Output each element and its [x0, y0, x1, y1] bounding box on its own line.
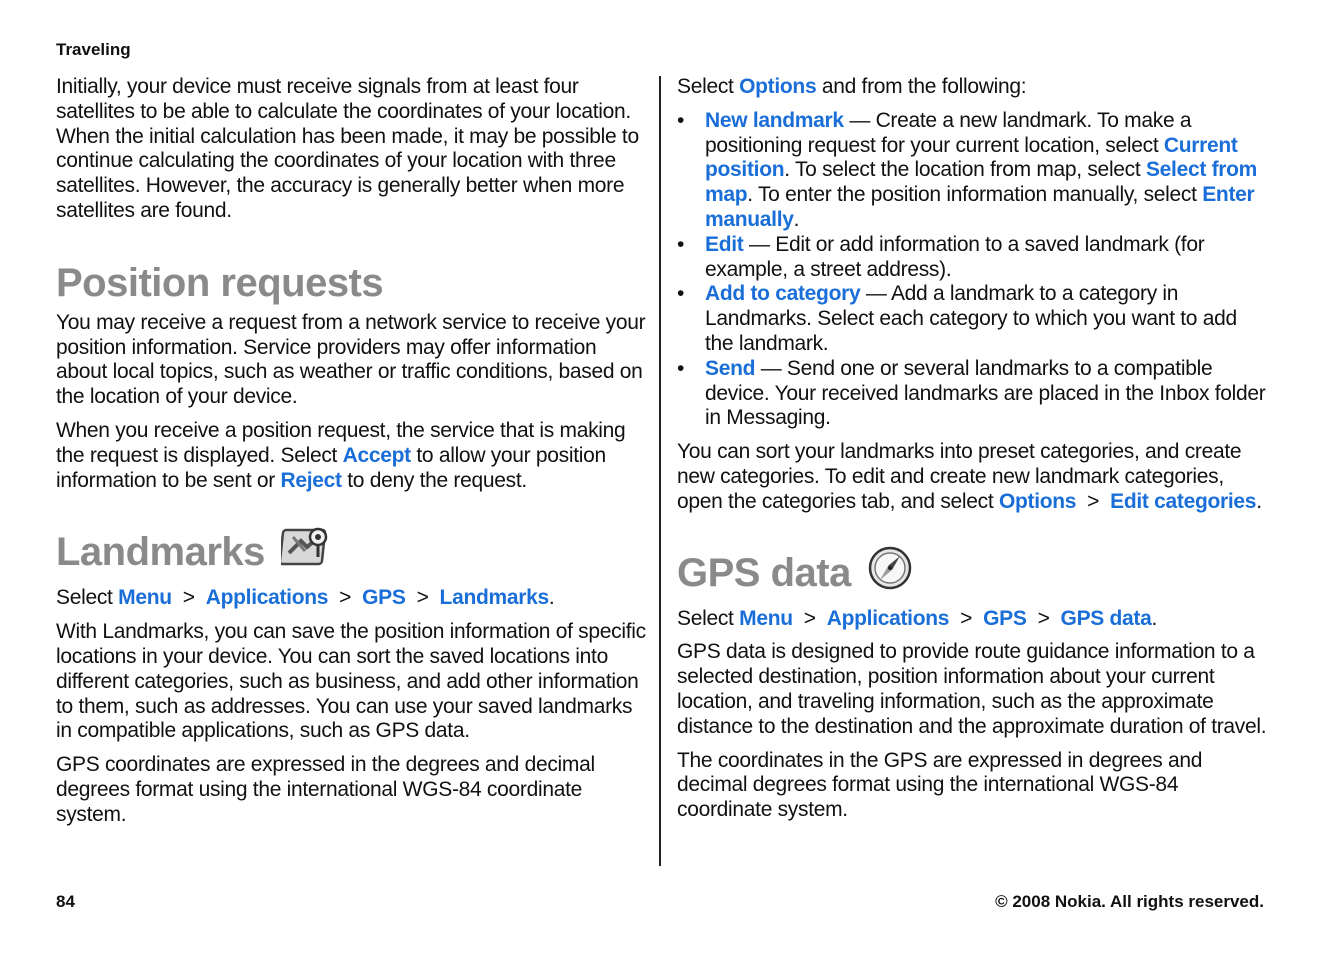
- gps-data-p1: GPS data is designed to provide route guidance information to a selected destination, position information about your current location, and traveling information, such as the approximate distance to the destination and the approximate duration of travel.: [677, 640, 1267, 738]
- list-item: • Edit — Edit or add information to a saved landmark (for example, a street address).: [677, 232, 1205, 281]
- landmarks-map-icon: [281, 523, 331, 580]
- position-requests-heading: Position requests: [56, 260, 384, 305]
- edit-categories-link: Edit categories: [1110, 489, 1257, 513]
- gps-link: GPS: [362, 586, 406, 610]
- options-list: [677, 109, 1269, 431]
- current-position-link: Current position: [705, 133, 1238, 182]
- left-column: [56, 75, 648, 837]
- position-requests-p1: You may receive a request from a network service to receive your position information. Service providers may offer information about local topics, such as weather or traffic conditions, based on the location of your device.: [56, 310, 646, 409]
- applications-link: Applications: [205, 586, 329, 610]
- select-from-map-link: Select from map: [705, 158, 1258, 207]
- options-link: Options: [739, 75, 817, 98]
- menu-link: Menu: [739, 606, 793, 630]
- column-divider: [659, 76, 661, 866]
- options-intro: Select Options and from the following:: [677, 75, 1027, 98]
- section-header: Traveling: [56, 40, 131, 59]
- landmarks-p1: With Landmarks, you can save the position information of specific locations in your device. You can sort the saved locations into different categories, such as business, and add other information to them, such as addresses. You can use your saved landmarks in compatible applications, such as GPS data.: [56, 620, 646, 743]
- options-link: Options: [998, 489, 1077, 513]
- landmarks-menu-path: Select Menu > Applications > GPS > Landmarks.: [56, 586, 555, 610]
- right-column: [677, 75, 1269, 832]
- sort-paragraph: You can sort your landmarks into preset categories, and create new categories. To edit and create new landmark categories, open the categories tab, and select Options > Edit categories.: [677, 440, 1262, 513]
- gps-data-link: GPS data: [1060, 606, 1152, 630]
- list-item: • New landmark — Create a new landmark. To make a positioning request for your current location, select Current position. To select the location from map, select Select from map. To enter the position information manually, select Enter manually.: [677, 108, 1258, 231]
- list-item: • Add to category — Add a landmark to a category in Landmarks. Select each category to which you want to add the landmark.: [677, 282, 1237, 355]
- landmarks-p2: GPS coordinates are expressed in the degrees and decimal degrees format using the international WGS-84 coordinate system.: [56, 753, 595, 826]
- compass-icon: [867, 545, 913, 602]
- edit-link: Edit: [705, 232, 744, 256]
- list-item: • Send — Send one or several landmarks to a compatible device. Your received landmarks are placed in the Inbox folder in Messaging.: [677, 356, 1266, 430]
- send-link: Send: [705, 356, 756, 380]
- new-landmark-link: New landmark: [705, 108, 844, 132]
- gps-data-heading: GPS data: [677, 545, 1269, 602]
- enter-manually-link: Enter manually: [705, 183, 1255, 231]
- reject-link: Reject: [280, 468, 342, 492]
- gps-data-p2: The coordinates in the GPS are expressed in degrees and decimal degrees format using the international WGS-84 coordinate system.: [677, 748, 1203, 822]
- accept-link: Accept: [342, 443, 411, 467]
- copyright: © 2008 Nokia. All rights reserved.: [995, 892, 1264, 911]
- position-requests-p2: When you receive a position request, the service that is making the request is displayed. Select Accept to allow your position information to be sent or Reject to deny the request.: [56, 418, 626, 492]
- add-to-category-link: Add to category: [705, 282, 861, 306]
- applications-link: Applications: [826, 606, 950, 630]
- intro-paragraph: Initially, your device must receive signals from at least four satellites to be able to calculate the coordinates of your location. When the initial calculation has been made, it may be possible to continue calculating the coordinates of your location with three satellites. However, the accuracy is generally better when more satellites are found.: [56, 75, 639, 222]
- page-number: 84: [56, 892, 75, 911]
- gps-data-menu-path: Select Menu > Applications > GPS > GPS data.: [677, 606, 1158, 630]
- gps-link: GPS: [983, 606, 1027, 630]
- menu-link: Menu: [118, 586, 172, 610]
- landmarks-heading: Landmarks: [56, 523, 648, 580]
- landmarks-link: Landmarks: [439, 586, 549, 610]
